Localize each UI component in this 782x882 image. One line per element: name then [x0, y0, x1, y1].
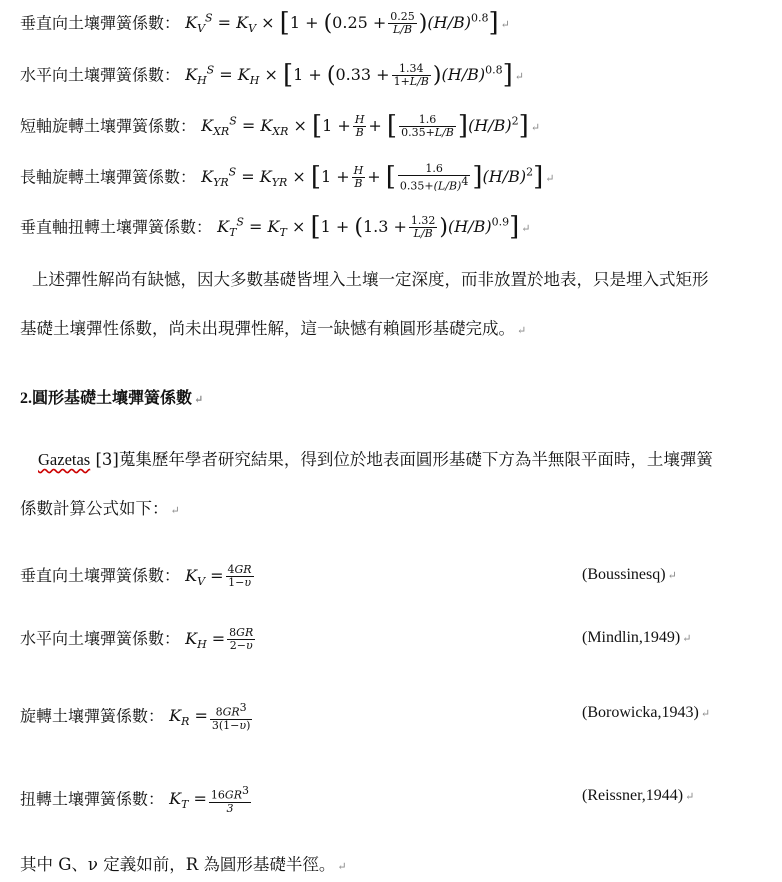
paragraph-line [38, 450, 768, 470]
formula-label: 水平向土壤彈簧係數： [20, 65, 181, 85]
formula-label: 扭轉土壤彈簧係數： [20, 789, 165, 809]
formula-label: 垂直向土壤彈簧係數： [20, 566, 181, 585]
formula-expression: $K_T^S = K_T \times [1 + (1.3$ + $\frac{1.32}{L/B}$ )$(H/B)^{0.9}$] [217, 212, 520, 243]
formula-label: 垂直軸扭轉土壤彈簧係數： [20, 217, 213, 237]
paragraph-line [20, 319, 768, 341]
paragraph-mark: ↵ [500, 18, 510, 32]
reference [582, 566, 677, 584]
paragraph-mark: ↵ [667, 570, 677, 582]
paragraph-line [20, 855, 768, 877]
formula-short-axis-rotation [20, 112, 540, 143]
paragraph-mark: ↵ [685, 791, 695, 803]
section-heading [20, 385, 203, 408]
paragraph-mark: ↵ [682, 633, 692, 645]
formula-torsion-circ [20, 785, 253, 816]
formula-vertical-circ [20, 564, 256, 592]
formula-expression: $K_V$ = $\frac{4GR}{1-\upsilon}$ [185, 563, 252, 589]
formula-torsion-rect [20, 213, 530, 244]
paragraph-mark: ↵ [521, 222, 531, 236]
formula-horizontal-circ [20, 627, 257, 655]
paragraph-line: 上述彈性解尚有缺憾，因大多數基礎皆埋入土壤一定深度，而非放置於地表，只是埋入式矩形 [32, 270, 709, 289]
reference [582, 787, 694, 805]
paragraph-mark: ↵ [700, 708, 711, 720]
paragraph-mark: ↵ [514, 70, 524, 84]
paragraph-mark: ↵ [170, 504, 180, 517]
heading-text: 2.圓形基礎土壤彈簧係數 [20, 390, 193, 407]
formula-expression: $K_{XR}^S = K_{XR} \times [1$ + $\frac{H}{B}$ + [ $\frac{1.6}{0.35+L/B}$ ]$(H/B)^2$] [201, 111, 529, 142]
paragraph-mark: ↵ [545, 172, 555, 186]
paragraph-line [20, 499, 768, 521]
paragraph-mark: ↵ [517, 324, 527, 337]
reference-text: (Borowicka,1943) [582, 704, 699, 721]
author-name: Gazetas [38, 450, 91, 469]
formula-label: 水平向土壤彈簧係數： [20, 629, 181, 648]
reference [582, 629, 691, 647]
formula-rotation-circ [20, 702, 254, 733]
paragraph-text: 基礎土壤彈性係數，尚未出現彈性解，這一缺憾有賴圓形基礎完成。 [20, 319, 515, 338]
formula-horizontal-rect [20, 61, 524, 92]
reference [582, 704, 710, 722]
formula-expression: $K_H^S = K_H \times [1 + (0.33$ + $\frac{1.34}{1+L/B}$ )$(H/B)^{0.8}$] [185, 60, 513, 91]
formula-expression: $K_H$ = $\frac{8GR}{2-\upsilon}$ [185, 626, 254, 652]
reference-text: (Reissner,1944) [582, 787, 684, 804]
paragraph-mark: ↵ [530, 121, 541, 135]
formula-label: 長軸旋轉土壤彈簧係數： [20, 167, 197, 187]
formula-label: 垂直向土壤彈簧係數： [20, 13, 181, 33]
formula-label: 旋轉土壤彈簧係數： [20, 706, 165, 726]
reference-text: (Mindlin,1949) [582, 629, 681, 646]
paragraph-mark: ↵ [194, 394, 204, 406]
formula-expression: $K_T$ = $\frac{16GR^3}{3}$ [169, 784, 249, 815]
reference-text: (Boussinesq) [582, 566, 666, 583]
formula-vertical-rect [20, 9, 510, 40]
formula-label: 短軸旋轉土壤彈簧係數： [20, 116, 197, 136]
paragraph-text: 其中 G、ν 定義如前，R 為圓形基礎半徑。 [20, 855, 336, 874]
paragraph-text: [3]蒐集歷年學者研究結果，得到位於地表面圓形基礎下方為半無限平面時，土壤彈簧 [90, 450, 713, 469]
paragraph-mark: ↵ [337, 860, 347, 873]
formula-long-axis-rotation [20, 163, 554, 194]
formula-expression: $K_V^S = K_V \times [1 + (0.25$ + $\frac{0.25}{L/B}$ )$(H/B)^{0.8}$] [185, 8, 499, 39]
formula-expression: $K_R$ = $\frac{8GR^3}{3(1-\upsilon)}$ [169, 701, 251, 732]
formula-expression: $K_{YR}^S = K_{YR} \times [1$ + $\frac{H}{B}$ + [ $\frac{1.6}{0.35+(L/B)^4}$ ]$(H/B)^2$] [201, 162, 544, 193]
paragraph-text: 係數計算公式如下： [20, 499, 169, 518]
